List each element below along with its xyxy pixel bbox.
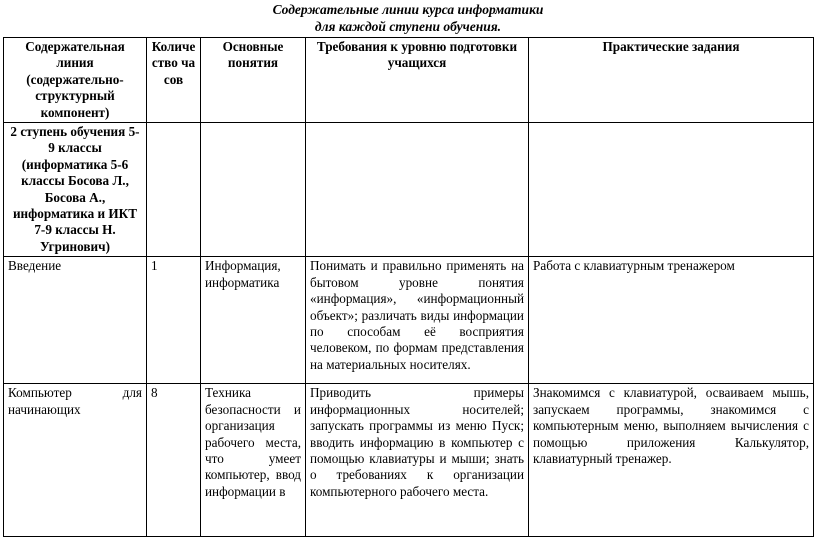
line-cell: Введение [4,257,147,384]
table-row-stage [4,123,814,257]
concepts-cell: Техника безопасности и организация рабочего места, что умеет компьютер, ввод информации в [201,384,306,537]
requirements-cell: Понимать и правильно применять на бытовом уровне понятия «информация», «информационный объект»; различать виды информации по способам её восприятия человеком, по формам представления на материальных носителях. [306,257,529,384]
table-header-row [4,38,814,123]
empty-cell [529,123,814,257]
empty-cell [306,123,529,257]
header-concepts: Основные понятия [201,38,306,123]
curriculum-table [3,37,814,537]
empty-cell [147,123,201,257]
document-title-line-1: Содержательные линии курса информатики [272,2,544,17]
document-title-line-2: для каждой ступени обучения. [314,19,502,34]
hours-cell: 8 [147,384,201,537]
tasks-cell: Работа с клавиатурным тренажером [529,257,814,384]
stage-cell: 2 ступень обучения 5-9 классы (информатика 5-6 классы Босова Л., Босова А., информатика и ИКТ 7-9 классы Н. Угринович) [4,123,147,257]
header-tasks: Практические задания [529,38,814,123]
table-row [4,384,814,537]
header-hours: Количество часов [147,38,201,123]
header-requirements: Требования к уровню подготовки учащихся [306,38,529,123]
tasks-cell: Знакомимся с клавиатурой, осваиваем мышь, запускаем программы, знакомимся с компьютерным меню, выполняем вычисления с помощью приложения Калькулятор, клавиатурный тренажер. [529,384,814,537]
line-cell: Компьютер для начинающих [4,384,147,537]
header-content-line: Содержательная линия (содержательно-структурный компонент) [4,38,147,123]
requirements-cell: Приводить примеры информационных носителей; запускать программы из меню Пуск; вводить информацию в компьютер с помощью клавиатуры и мыши; знать о требованиях к организации компьютерного рабочего места. [306,384,529,537]
hours-cell: 1 [147,257,201,384]
empty-cell [201,123,306,257]
concepts-cell: Информация, информатика [201,257,306,384]
table-row [4,257,814,384]
